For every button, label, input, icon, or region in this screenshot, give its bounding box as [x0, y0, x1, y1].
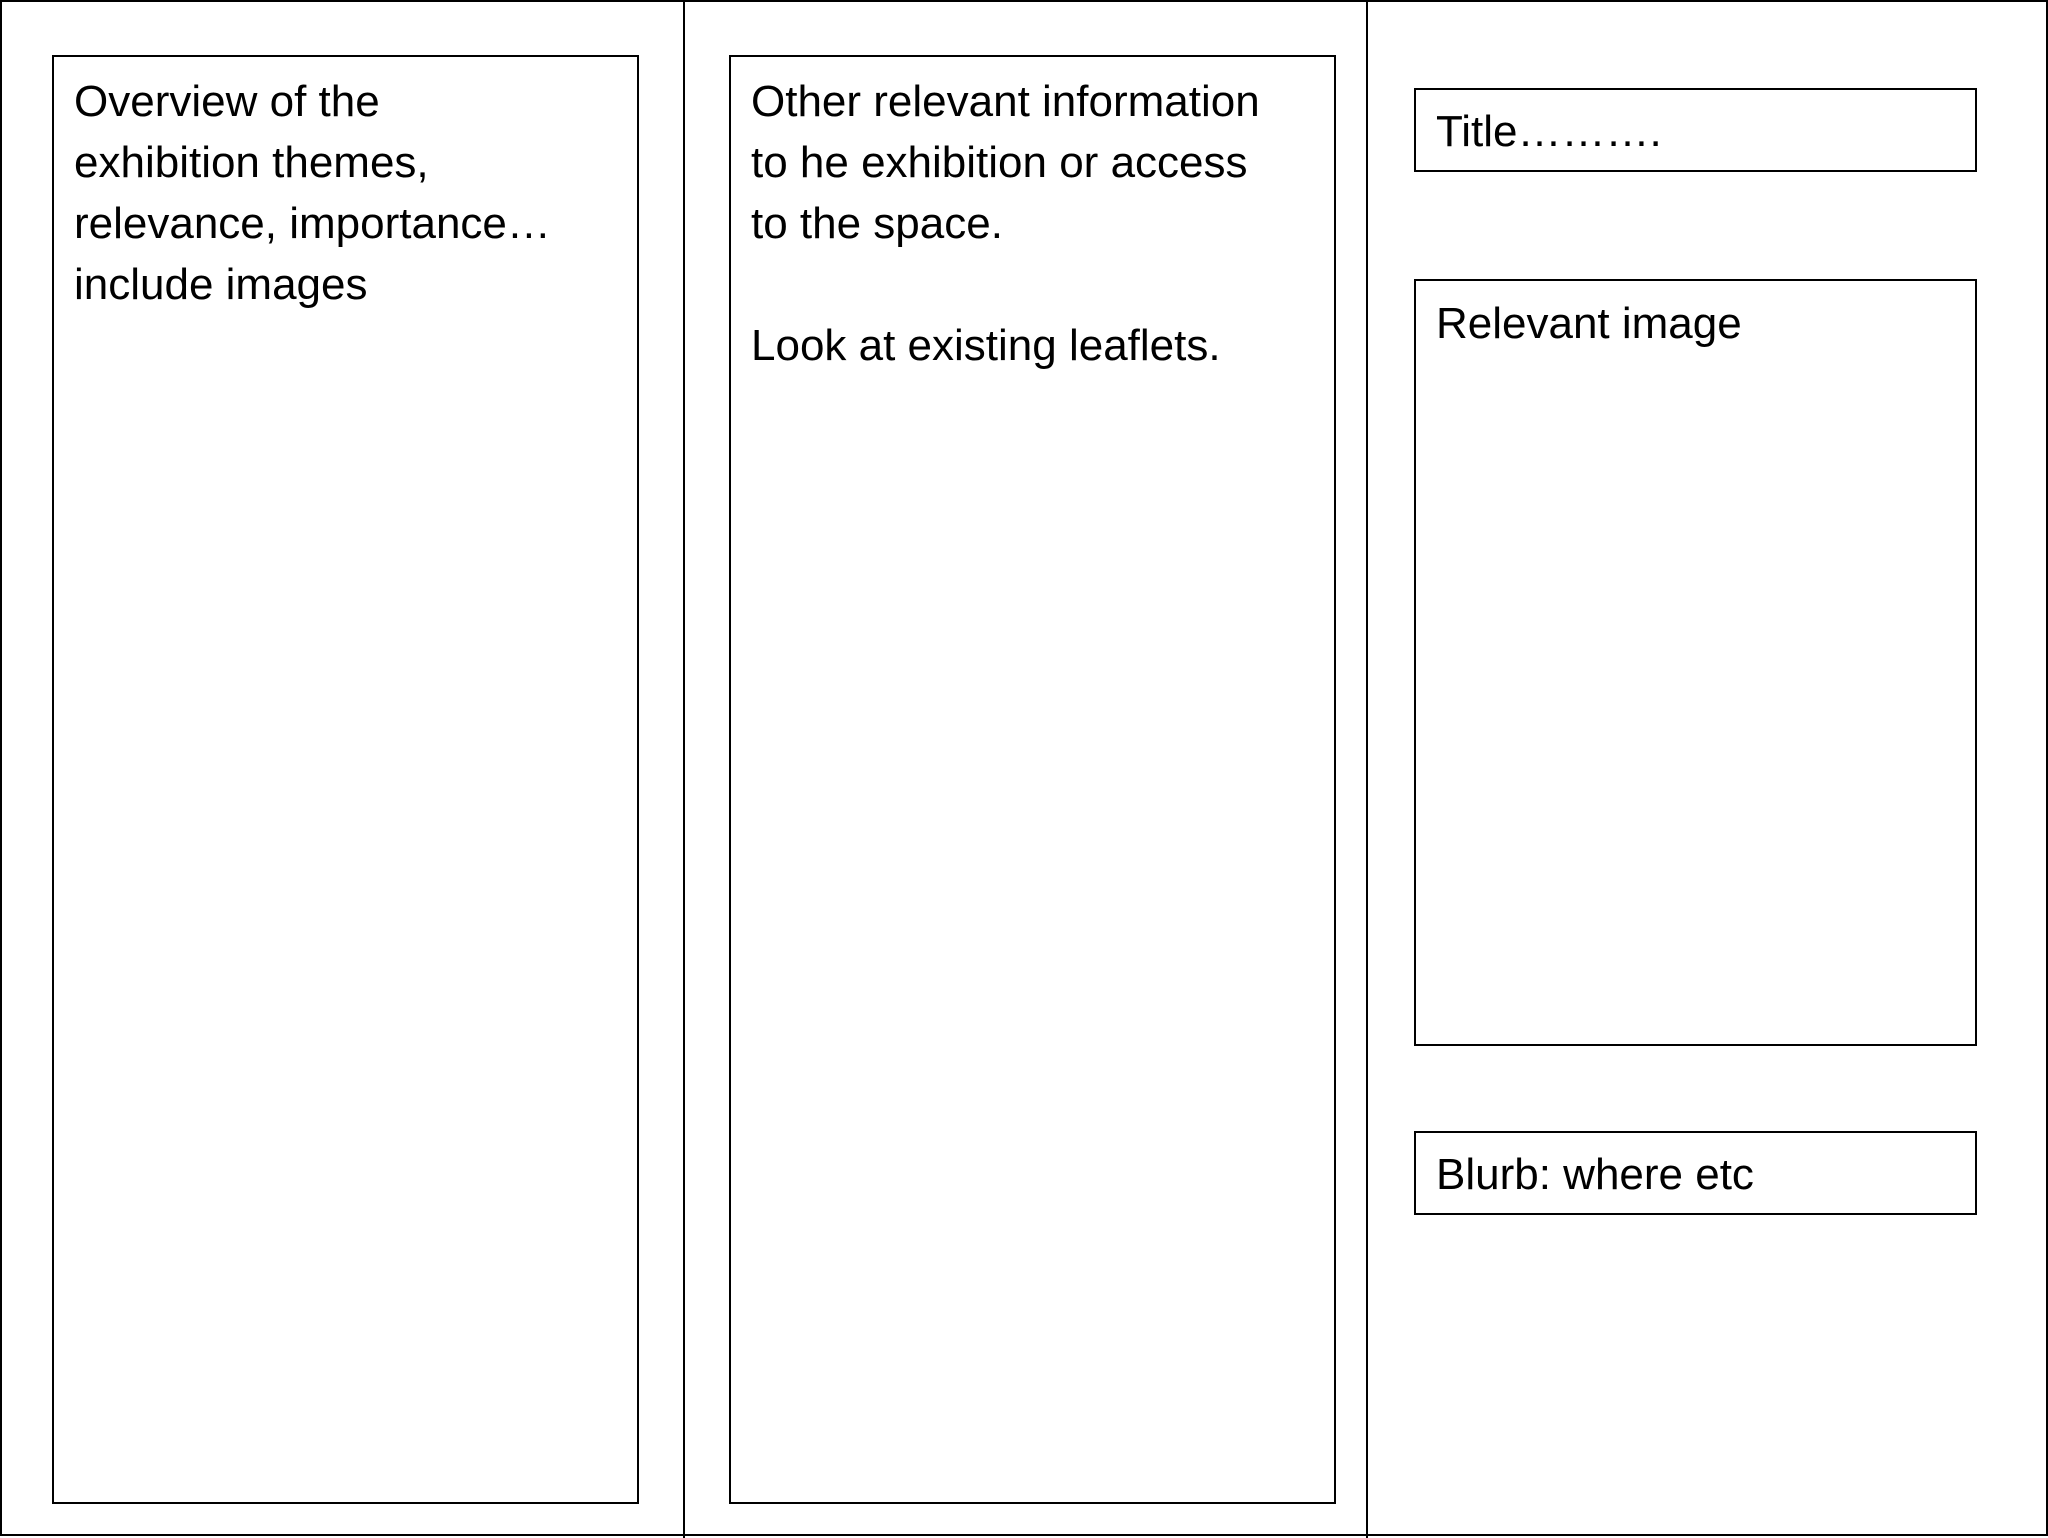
blurb-box — [1414, 1131, 1977, 1215]
other-information-box — [729, 55, 1336, 1504]
title-text: Title………. — [1436, 107, 1662, 156]
title-box — [1414, 88, 1977, 172]
blurb-text: Blurb: where etc — [1436, 1150, 1754, 1199]
fold-line-right — [1366, 2, 1368, 1538]
image-placeholder-box — [1414, 279, 1977, 1046]
other-information-text: Other relevant information to he exhibition or access to the space. Look at existing leaflets. — [751, 77, 1260, 370]
image-placeholder-text: Relevant image — [1436, 299, 1742, 348]
overview-text: Overview of the exhibition themes, relevance, importance… include images — [74, 77, 551, 309]
fold-line-left — [683, 2, 685, 1538]
overview-box — [52, 55, 639, 1504]
